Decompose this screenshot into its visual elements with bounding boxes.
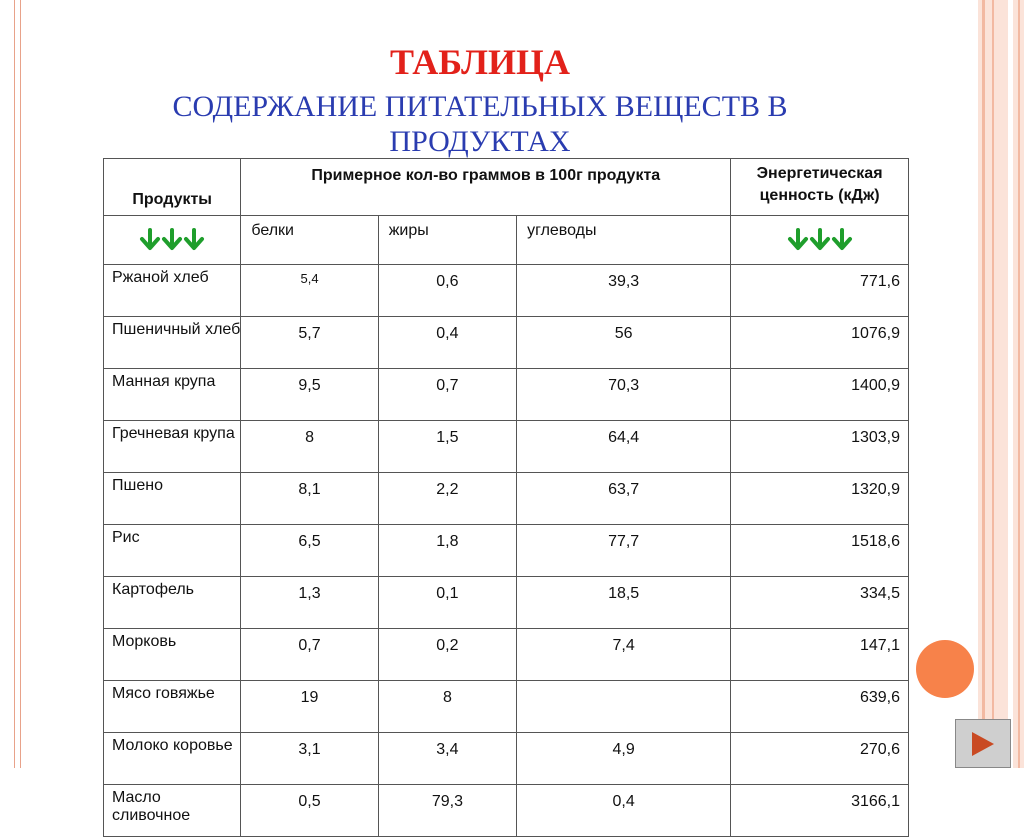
protein-value: 9,5 [241,369,378,421]
next-slide-button[interactable] [955,719,1011,768]
product-name: Морковь [104,629,241,681]
product-name: Ржаной хлеб [104,265,241,317]
protein-value: 3,1 [241,733,378,785]
product-name: Молоко коровье [104,733,241,785]
table-row [104,733,909,785]
protein-value: 0,7 [241,629,378,681]
subheader-fat: жиры [378,216,516,265]
table-row [104,369,909,421]
orange-circle-button[interactable] [916,640,974,698]
protein-value: 8,1 [241,473,378,525]
product-name: Картофель [104,577,241,629]
carbs-value: 56 [517,317,731,369]
fat-value: 8 [378,681,516,733]
table-row [104,681,909,733]
fat-value: 1,8 [378,525,516,577]
energy-value: 1320,9 [731,473,909,525]
slide-title [120,44,840,159]
arrows-cell [104,216,241,265]
energy-value: 270,6 [731,733,909,785]
slide-frame-right [978,0,1024,768]
fat-value: 0,6 [378,265,516,317]
energy-value: 1518,6 [731,525,909,577]
product-name: Мясо говяжье [104,681,241,733]
carbs-value [517,681,731,733]
product-name: Масло сливочное [104,785,241,837]
table-row [104,785,909,837]
energy-value: 334,5 [731,577,909,629]
energy-value: 1400,9 [731,369,909,421]
protein-value: 0,5 [241,785,378,837]
protein-value: 8 [241,421,378,473]
fat-value: 0,2 [378,629,516,681]
fat-value: 79,3 [378,785,516,837]
carbs-value: 70,3 [517,369,731,421]
energy-value: 1303,9 [731,421,909,473]
header-products: Продукты [104,159,241,216]
table-row [104,473,909,525]
protein-value: 19 [241,681,378,733]
energy-value: 147,1 [731,629,909,681]
carbs-value: 64,4 [517,421,731,473]
protein-value: 5,4 [241,265,378,317]
carbs-value: 4,9 [517,733,731,785]
fat-value: 3,4 [378,733,516,785]
energy-value: 1076,9 [731,317,909,369]
play-triangle-icon [972,732,994,756]
carbs-value: 77,7 [517,525,731,577]
energy-value: 771,6 [731,265,909,317]
nutrition-table [103,158,909,837]
protein-value: 5,7 [241,317,378,369]
product-name: Пшено [104,473,241,525]
carbs-value: 39,3 [517,265,731,317]
carbs-value: 0,4 [517,785,731,837]
product-name: Рис [104,525,241,577]
arrows-cell-energy [731,216,909,265]
table-row [104,629,909,681]
carbs-value: 7,4 [517,629,731,681]
table-row [104,421,909,473]
carbs-value: 18,5 [517,577,731,629]
header-row [104,159,909,216]
subheader-protein: белки [241,216,378,265]
product-name: Манная крупа [104,369,241,421]
energy-value: 3166,1 [731,785,909,837]
table-row [104,577,909,629]
carbs-value: 63,7 [517,473,731,525]
energy-value: 639,6 [731,681,909,733]
slide-frame-left [14,0,21,768]
fat-value: 1,5 [378,421,516,473]
down-arrows-icon [139,228,205,252]
table-row [104,525,909,577]
subheader-carbs: углеводы [517,216,731,265]
header-amount: Примерное кол-во граммов в 100г продукта [241,159,731,216]
title-main: ТАБЛИЦА [390,42,570,82]
table-row [104,265,909,317]
subheader-row [104,216,909,265]
table-row [104,317,909,369]
product-name: Пшеничный хлеб [104,317,241,369]
fat-value: 2,2 [378,473,516,525]
fat-value: 0,7 [378,369,516,421]
protein-value: 1,3 [241,577,378,629]
fat-value: 0,1 [378,577,516,629]
product-name: Гречневая крупа [104,421,241,473]
down-arrows-icon [787,228,853,252]
title-subtitle: СОДЕРЖАНИЕ ПИТАТЕЛЬНЫХ ВЕЩЕСТВ В ПРОДУКТАХ [172,90,788,158]
protein-value: 6,5 [241,525,378,577]
fat-value: 0,4 [378,317,516,369]
header-energy: Энергетическая ценность (кДж) [731,159,909,216]
